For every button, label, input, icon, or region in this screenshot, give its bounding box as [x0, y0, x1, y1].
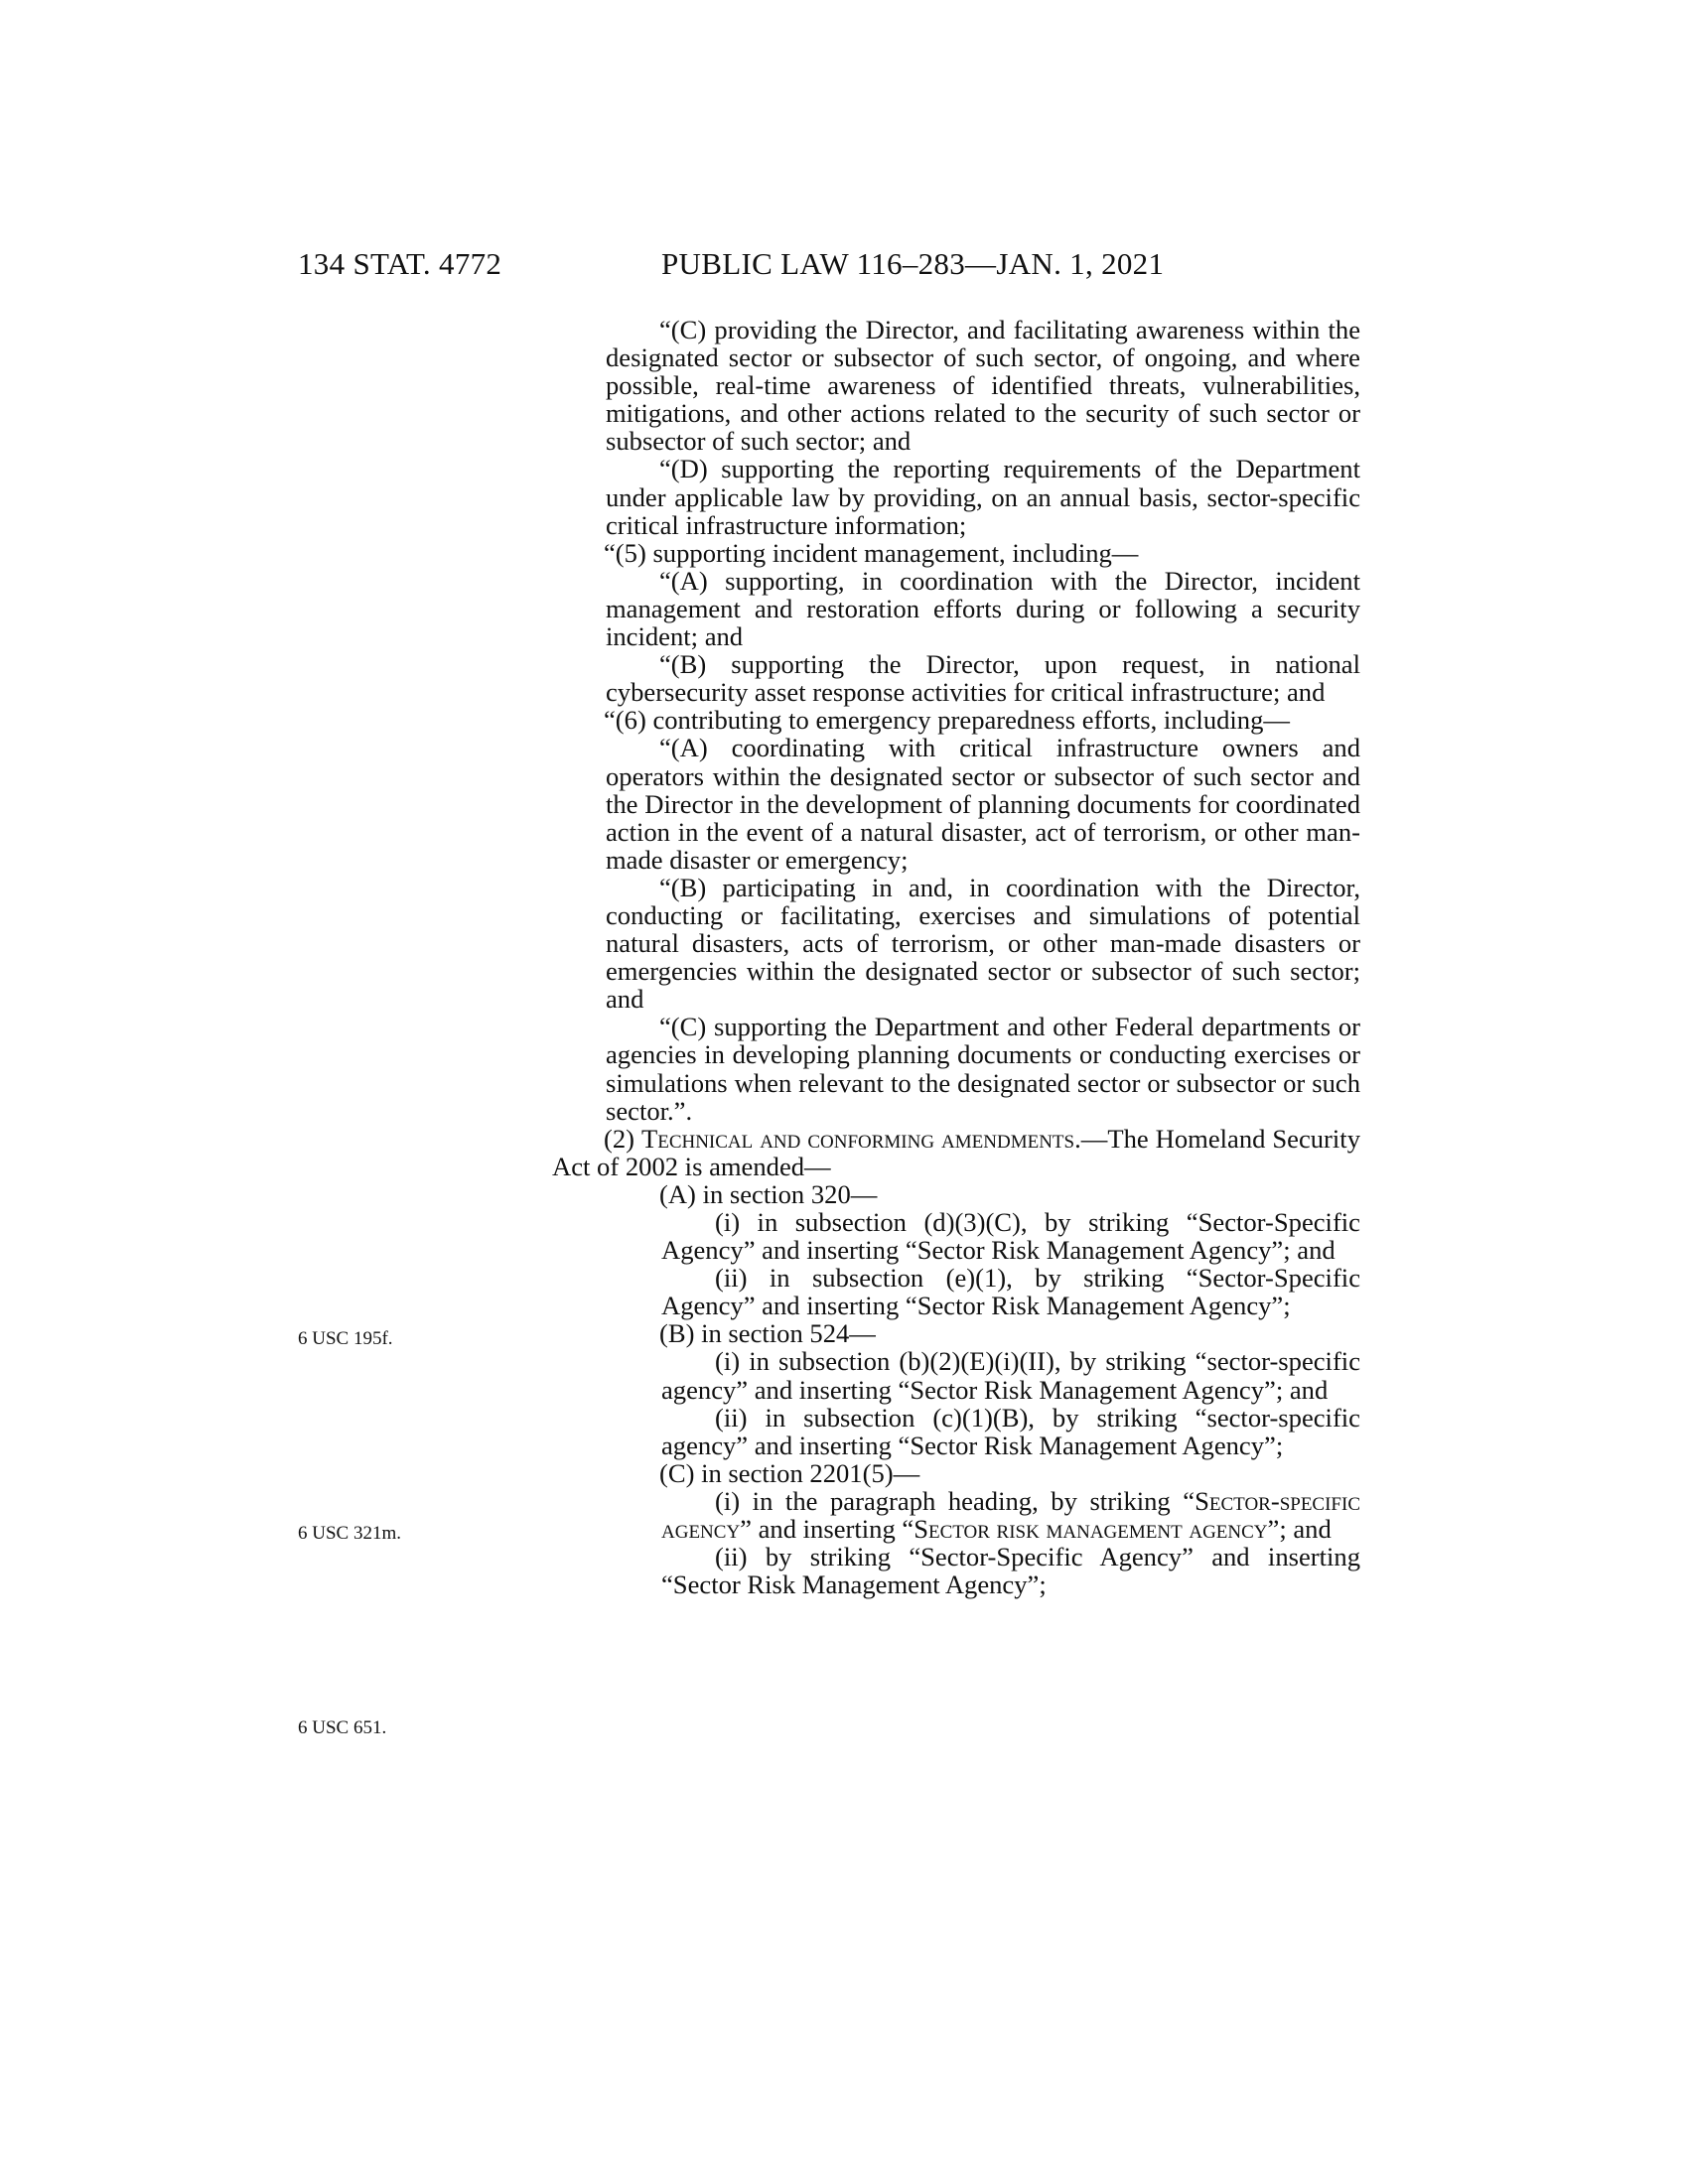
clause-a-ii: (ii) in subsection (e)(1), by striking “Sector-Specific Agency” and inserting “Sector Risk Management Agency”;	[661, 1263, 1360, 1321]
clause-c-i-text-b: ” and inserting “	[740, 1514, 914, 1545]
paragraph-5: “(5) supporting incident management, including—	[604, 537, 1139, 568]
stat-page-number: 134 STAT. 4772	[298, 246, 502, 281]
clause-5a: “(A) supporting, in coordination with the Director, incident management and restoration efforts during or following a security incident; and	[606, 565, 1360, 652]
clause-5b: “(B) supporting the Director, upon request, in national cybersecurity asset response activities for critical infrastructure; and	[606, 649, 1360, 708]
clause-b-i: (i) in subsection (b)(2)(E)(i)(II), by striking “sector-specific agency” and inserting “Sector Risk Management Agency”; and	[661, 1346, 1360, 1405]
margin-note-usc-321m: 6 USC 321m.	[298, 1523, 401, 1544]
clause-c-i-text-a: (i) in the paragraph heading, by striking “	[715, 1485, 1196, 1516]
subparagraph-a: (A) in section 320—	[659, 1178, 878, 1209]
running-title: PUBLIC LAW 116–283—JAN. 1, 2021	[661, 246, 1165, 281]
paragraph-2-heading: Technical and conforming amendments	[640, 1123, 1075, 1154]
statute-body	[552, 316, 1360, 1598]
clause-4d: “(D) supporting the reporting requirements of the Department under applicable law by providing, on an annual basis, sector-specific critical infrastructure information;	[606, 454, 1360, 540]
clause-4c: “(C) providing the Director, and facilitating awareness within the designated sector or subsector of such sector, of ongoing, and where possible, real-time awareness of identified threats, vulnerabilities, mitigations, and other actions related to the security of such sector or subsector of such sector; and	[606, 315, 1360, 457]
clause-6b: “(B) participating in and, in coordination with the Director, conducting or facilitating, exercises and simulations of potential natural disasters, acts of terrorism, or other man-made disasters or emergencies within the designated sector or subsector of such sector; and	[606, 872, 1360, 1015]
clause-c-i	[552, 1487, 1360, 1543]
clause-c-ii: (ii) by striking “Sector-Specific Agency” and inserting “Sector Risk Management Agency”;	[661, 1542, 1360, 1600]
margin-note-usc-651: 6 USC 651.	[298, 1717, 387, 1738]
subparagraph-c: (C) in section 2201(5)—	[659, 1457, 920, 1488]
paragraph-6: “(6) contributing to emergency preparedness efforts, including—	[604, 705, 1290, 736]
margin-note-usc-195f: 6 USC 195f.	[298, 1328, 393, 1349]
clause-b-ii: (ii) in subsection (c)(1)(B), by striking “sector-specific agency” and inserting “Sector Risk Management Agency”;	[661, 1402, 1360, 1460]
clause-c-i-text-c: ”; and	[1267, 1514, 1332, 1545]
paragraph-2-technical-amendments	[552, 1125, 1360, 1180]
clause-6c: “(C) supporting the Department and other Federal departments or agencies in developing planning documents or conducting exercises or simulations when relevant to the designated sector or subsector or such sector.”.	[606, 1012, 1360, 1126]
subparagraph-b: (B) in section 524—	[659, 1318, 876, 1349]
clause-c-i-smallcaps-b: Sector risk management agency	[914, 1514, 1268, 1545]
paragraph-2-text: .—The Homeland Security Act of 2002 is amended—	[552, 1123, 1360, 1181]
clause-6a: “(A) coordinating with critical infrastructure owners and operators within the designated sector or subsector of such sector and the Director in the development of planning documents for coordinated action in the event of a natural disaster, act of terrorism, or other man-made disaster or emergency;	[606, 733, 1360, 875]
clause-a-i: (i) in subsection (d)(3)(C), by striking “Sector-Specific Agency” and inserting “Sector Risk Management Agency”; and	[661, 1207, 1360, 1266]
clause-c-i-smallcaps-a: Sector-specific agency	[661, 1485, 1360, 1545]
paragraph-2-number: (2)	[604, 1123, 641, 1154]
